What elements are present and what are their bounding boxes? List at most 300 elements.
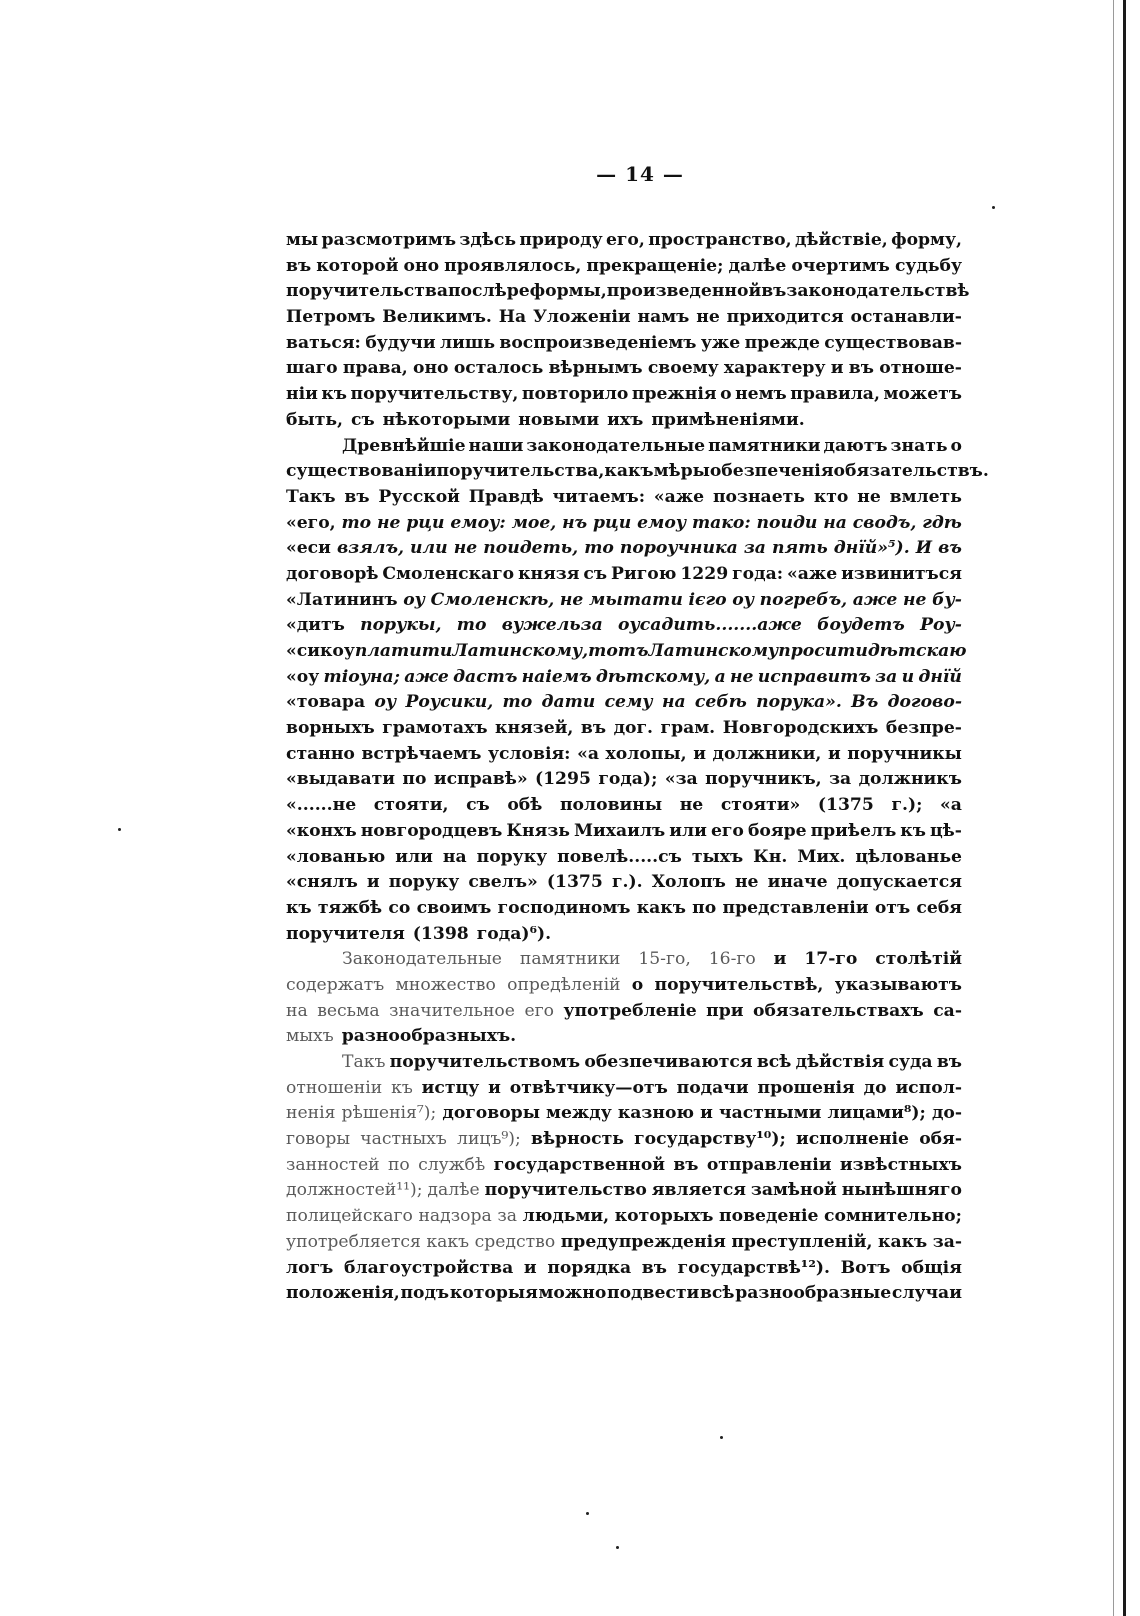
word: обѣ (507, 795, 543, 816)
text-line (286, 767, 962, 793)
word: не (857, 486, 881, 507)
word: за (743, 538, 766, 559)
word: на (661, 692, 686, 713)
word: и (830, 358, 844, 379)
word: людьми, (522, 1206, 610, 1227)
word: то (584, 538, 614, 559)
word: государствѣ¹²). (677, 1257, 830, 1278)
word: съ (351, 409, 375, 430)
word: до (863, 1077, 887, 1098)
word: съ (583, 563, 608, 584)
word: дати (541, 692, 596, 713)
text-line (286, 1024, 962, 1050)
word: «еси (286, 538, 331, 559)
word: въ (936, 1052, 962, 1072)
word: службѣ (418, 1154, 486, 1175)
word: общія (901, 1257, 962, 1278)
word: и (488, 1077, 501, 1098)
word: новгородцевъ (360, 820, 503, 841)
speck (616, 1546, 619, 1549)
word: прежде (744, 332, 820, 353)
word: за (875, 666, 898, 687)
word: не (730, 666, 754, 687)
word: безпре- (885, 718, 962, 739)
word: цѣ- (929, 820, 962, 841)
text-line (286, 1178, 962, 1204)
word: въ (580, 718, 607, 739)
word: Латинскому (648, 641, 779, 661)
word: холопы, (605, 743, 687, 764)
word: оусадить.......аже (618, 615, 802, 636)
word: о (950, 435, 962, 456)
word: грам. (660, 718, 716, 739)
word: разнообразныхъ. (341, 1026, 517, 1047)
word: на (442, 846, 467, 867)
word: 16-го (708, 949, 756, 970)
word: намъ (637, 307, 690, 328)
word: въ (938, 538, 962, 559)
text-line (286, 845, 962, 871)
word: форму, (891, 230, 962, 250)
word: «товара (286, 692, 366, 713)
word: порука». (756, 692, 842, 713)
word: то (502, 692, 533, 713)
text-line (286, 1076, 962, 1102)
word: «снялъ (286, 872, 358, 893)
word: примѣненіями. (651, 409, 805, 430)
word: обязательствахъ (753, 1000, 924, 1021)
word: ихъ (607, 409, 644, 430)
word: то (588, 641, 618, 661)
word: года: (732, 563, 784, 584)
text-line (286, 1230, 962, 1256)
word: тыхъ (691, 846, 744, 867)
word: свелъ» (468, 872, 538, 893)
text-line (286, 459, 989, 485)
word: Мих. (797, 846, 846, 867)
word: поидеть, (483, 538, 579, 559)
word: случаи (891, 1283, 962, 1304)
word: «Латининъ (286, 589, 398, 610)
word: (1295 (534, 769, 591, 790)
word: князя (518, 563, 580, 584)
word: оно (413, 358, 449, 379)
word: своему (647, 358, 719, 379)
text-line (286, 690, 962, 716)
word: стояти» (720, 795, 801, 816)
word: поиди (756, 512, 818, 533)
word: «за (664, 769, 698, 790)
word: частными (719, 1103, 822, 1124)
word: «а (577, 743, 599, 764)
text-line (286, 511, 962, 537)
word: взялъ, (336, 538, 404, 559)
word: Холопъ (651, 872, 726, 893)
word: употребляется (286, 1231, 421, 1252)
word: пороучника (619, 538, 738, 559)
word: дастъ (453, 666, 518, 687)
word: ненія (286, 1103, 336, 1124)
word: подачи (676, 1077, 749, 1098)
word: или (669, 820, 707, 841)
word: оно (403, 255, 440, 276)
text-line (286, 922, 962, 948)
word: иначе (767, 872, 828, 893)
word: Уложеніи (532, 307, 631, 328)
word: себя (916, 897, 962, 918)
word: И (915, 538, 933, 559)
word: къ (900, 820, 926, 841)
text-line (286, 536, 962, 562)
word: познаеть (712, 486, 805, 507)
word: лишь (439, 332, 495, 353)
word: должники, (712, 743, 822, 764)
word: договоры (442, 1103, 540, 1124)
word: въ (641, 1257, 667, 1278)
word: «дитъ (286, 615, 345, 636)
word: обезпечиваются (584, 1052, 753, 1072)
word: прекращеніе; (586, 255, 724, 276)
word: права, (342, 358, 408, 379)
word: природу (519, 230, 603, 250)
word: Петромъ (286, 307, 376, 328)
word: съ (466, 795, 490, 816)
word: Смоленскаго (382, 563, 515, 584)
word: опредѣленій (507, 974, 621, 995)
word: подъ (400, 1283, 450, 1304)
word: догово- (887, 692, 962, 713)
word: гдѣ (922, 512, 962, 533)
word: представленіи (722, 897, 869, 918)
word: повелѣ.....съ (557, 846, 682, 867)
word: Великимъ. (382, 307, 492, 328)
word: въ (673, 1154, 699, 1175)
word: послѣ (447, 281, 507, 302)
word: существовав- (824, 332, 962, 353)
word: аже (852, 589, 898, 610)
word: г.). (611, 872, 643, 893)
word: реформы, (506, 281, 607, 302)
word: допускается (836, 872, 962, 893)
word: господиномъ (497, 897, 631, 918)
word: и (523, 1257, 537, 1278)
text-line (286, 434, 962, 460)
body-text (286, 228, 989, 1307)
word: поруку (476, 846, 548, 867)
word: (1375 (817, 795, 874, 816)
word: осталось (453, 358, 544, 379)
word: логъ (286, 1257, 334, 1278)
word: Законодательные (342, 949, 502, 970)
word: воспроизведеніемъ (499, 332, 697, 353)
word: а (714, 666, 726, 687)
word: читаемъ: (552, 486, 646, 507)
text-line (286, 870, 962, 896)
word: положенія, (286, 1283, 400, 1304)
word: сводъ, (852, 512, 917, 533)
word: между (546, 1103, 612, 1124)
word: новыми (518, 409, 600, 430)
word: Вотъ (840, 1257, 891, 1278)
word: суда (888, 1052, 933, 1072)
word: то (456, 615, 487, 636)
text-line (286, 254, 962, 280)
text-line (286, 716, 962, 742)
word: какъ (604, 461, 654, 482)
word: уже (700, 332, 741, 353)
word: въ (286, 255, 312, 276)
word: должникъ (858, 769, 962, 790)
text-line (286, 613, 962, 639)
word: порукы, (360, 615, 442, 636)
word: дѣтскаю (867, 641, 967, 661)
word: обезпеченія (709, 461, 834, 482)
word: даютъ (823, 435, 888, 456)
word: столѣтій (875, 949, 962, 970)
word: отноше- (879, 358, 962, 379)
page-number: — 14 — (596, 162, 684, 186)
word: ворныхъ (286, 718, 375, 739)
word: ваться: (286, 332, 361, 353)
word: (1375 (546, 872, 603, 893)
word: и (366, 872, 380, 893)
word: Древнѣйшіе (342, 435, 466, 456)
text-line (286, 1281, 962, 1307)
word: года)⁶). (476, 923, 552, 944)
word: Михаилъ (574, 820, 666, 841)
word: его, (605, 230, 645, 250)
word: емоу (637, 512, 687, 533)
word: не (453, 538, 478, 559)
word: днїй (918, 666, 962, 687)
word: повторило (521, 384, 629, 405)
speck (586, 1512, 589, 1515)
word: На (498, 307, 527, 328)
word: оу (374, 692, 397, 713)
text-line (286, 305, 962, 331)
word: которыхъ (614, 1206, 714, 1227)
word: указываютъ (834, 974, 962, 995)
word: немъ (735, 384, 787, 405)
word: тіоуна; (323, 666, 400, 687)
word: пять (772, 538, 828, 559)
word: дѣтскому, (595, 666, 711, 687)
word: аже (404, 666, 449, 687)
word: на (823, 512, 847, 533)
word: всѣ (699, 1283, 735, 1304)
word: здѣсь (459, 230, 516, 250)
word: то (341, 512, 372, 533)
word: приѣелъ (810, 820, 897, 841)
word: оу (732, 589, 755, 610)
word: при (706, 1000, 744, 1021)
page-edge-inner (1113, 0, 1114, 1616)
word: произведенной (606, 281, 762, 302)
word: всѣ (756, 1052, 792, 1072)
word: мое, (511, 512, 557, 533)
word: Правдѣ (468, 486, 544, 507)
word: мѣры (653, 461, 710, 482)
word: «аже (653, 486, 705, 507)
word: «сикоу (286, 641, 355, 661)
word: поручникы (847, 743, 962, 764)
word: «выдавати (286, 769, 395, 790)
word: своимъ (416, 897, 492, 918)
word: полицейскаго (286, 1206, 413, 1227)
word: ніи (286, 384, 318, 405)
word: не (696, 307, 720, 328)
word: тяжбѣ (317, 897, 383, 918)
word: не (902, 589, 927, 610)
word: казною (617, 1103, 695, 1124)
word: о (720, 384, 732, 405)
word: къ (391, 1077, 413, 1098)
word: наіемъ (521, 666, 592, 687)
word: исправитъ (757, 666, 871, 687)
word: въ (761, 281, 787, 302)
text-line (286, 947, 962, 973)
word: далѣе (728, 255, 787, 276)
word: за (829, 769, 852, 790)
word: поручительства, (436, 461, 605, 482)
word: условія: (487, 743, 571, 764)
word: Роусики, (405, 692, 494, 713)
word: испол- (895, 1077, 962, 1098)
word: и (901, 666, 915, 687)
word: Князь (506, 820, 570, 841)
word: по (387, 1154, 410, 1175)
word: Ригою (611, 563, 677, 584)
word: рци (406, 512, 445, 533)
text-line (286, 999, 962, 1025)
word: поручительства (286, 281, 448, 302)
word: знать (890, 435, 948, 456)
text-line (286, 742, 962, 768)
word: года); (598, 769, 658, 790)
word: «лованью (286, 846, 386, 867)
word: существованіи (286, 461, 437, 482)
word: употребленіе (563, 1000, 697, 1021)
text-line (286, 485, 962, 511)
text-line (286, 1101, 962, 1127)
word: 15-го, (638, 949, 691, 970)
text-line (286, 228, 962, 254)
word: г.); (891, 795, 923, 816)
word: мытати (589, 589, 683, 610)
word: судьбу (894, 255, 962, 276)
word: которой (316, 255, 399, 276)
text-line (286, 665, 962, 691)
word: занностей (286, 1154, 380, 1175)
word: и (773, 949, 787, 970)
word: обя- (919, 1129, 962, 1150)
word: можно (538, 1283, 607, 1304)
word: рци (592, 512, 632, 533)
word: истцу (421, 1077, 480, 1098)
word: пространство, (648, 230, 792, 250)
speck (720, 1436, 723, 1439)
word: поручительствомъ (389, 1052, 581, 1072)
word: преступленій, (731, 1231, 873, 1252)
word: ієго (688, 589, 727, 610)
word: памятники (708, 435, 821, 456)
word: половины (559, 795, 663, 816)
word: рѣшенія⁷); (341, 1103, 437, 1124)
text-line (286, 562, 962, 588)
word: государству¹⁰); (634, 1129, 786, 1150)
word: Такъ (342, 1052, 386, 1072)
word: отправленіи (706, 1154, 832, 1175)
word: является (651, 1180, 746, 1201)
word: разсмотримъ (321, 230, 457, 250)
word: дѣйствія (795, 1052, 885, 1072)
text-line (286, 1204, 962, 1230)
word: днїй»⁵). (833, 538, 910, 559)
word: тъ (617, 641, 649, 661)
word: поручителя (286, 923, 405, 944)
word: множество (395, 974, 496, 995)
text-line (286, 1256, 962, 1282)
word: себѣ (694, 692, 747, 713)
word: исполненіе (796, 1129, 909, 1150)
word: вѣрнымъ (548, 358, 643, 379)
word: поручительству, (350, 384, 519, 405)
word: Въ (851, 692, 879, 713)
word: Латинскому, (452, 641, 589, 661)
page-edge (1123, 0, 1126, 1616)
word: въ (848, 358, 874, 379)
word: наши (468, 435, 524, 456)
word: грамотахъ (382, 718, 488, 739)
word: «......не (286, 795, 357, 816)
text-line (286, 819, 962, 845)
word: проявлялось, (444, 255, 582, 276)
word: подвести (607, 1283, 700, 1304)
text-line (286, 793, 962, 819)
text-line (286, 896, 962, 922)
word: поручительствѣ, (654, 974, 824, 995)
word: очертимъ (791, 255, 890, 276)
word: Смоленскѣ, (430, 589, 555, 610)
word: лицъ⁹); (457, 1129, 521, 1150)
word: Кн. (753, 846, 788, 867)
word: Новгородскихъ (722, 718, 879, 739)
word: боудетъ (817, 615, 905, 636)
word: «аже (787, 563, 838, 584)
word: са- (933, 1000, 962, 1021)
word: на (286, 1000, 308, 1021)
word: мы (286, 230, 319, 250)
word: 1229 (680, 563, 729, 584)
word: не (376, 512, 401, 533)
word: какъ (426, 1231, 470, 1252)
word: князей, (495, 718, 574, 739)
word: обязательствъ. (833, 461, 989, 482)
word: законодательные (526, 435, 706, 456)
word: сему (604, 692, 653, 713)
word: къ (321, 384, 347, 405)
word: поручительство (484, 1180, 647, 1201)
word: можетъ (883, 384, 962, 405)
word: какъ (878, 1231, 928, 1252)
word: должностей¹¹); (286, 1180, 423, 1201)
word: 17-го (804, 949, 858, 970)
word: «а (940, 795, 962, 816)
word: бу- (932, 589, 962, 610)
text-line (286, 973, 962, 999)
word: емоу: (450, 512, 506, 533)
word: и (827, 743, 841, 764)
